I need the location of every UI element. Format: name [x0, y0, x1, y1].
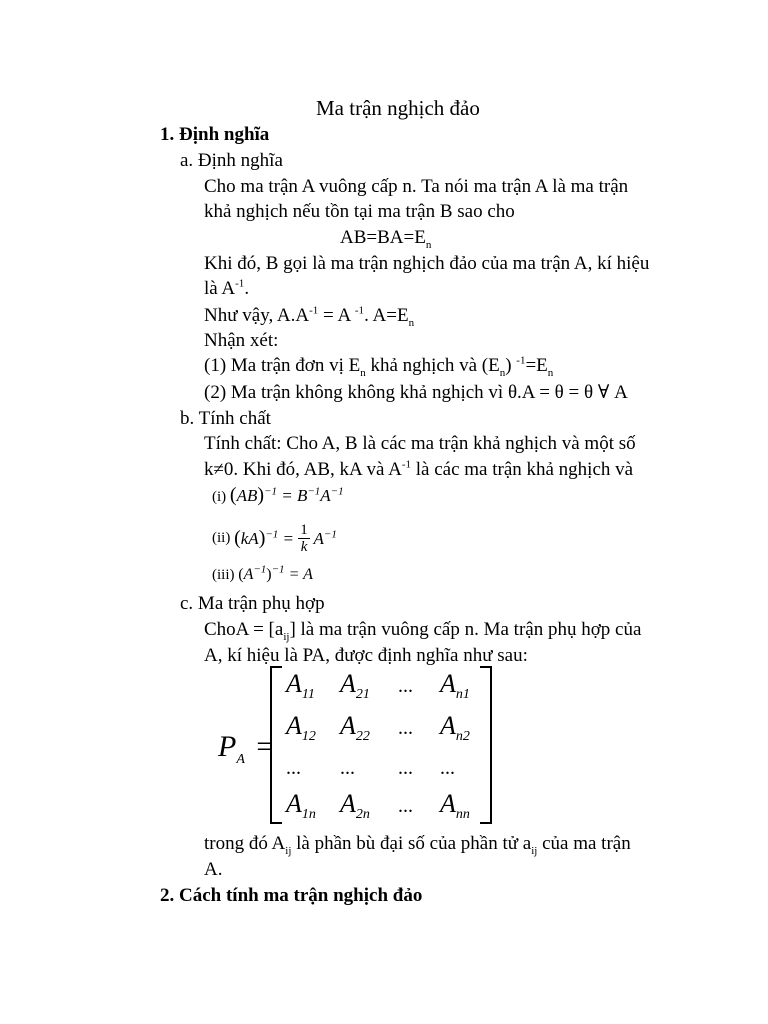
matrix-cell: ... — [440, 757, 455, 779]
equation-ab-ba-en: $AB=BA=E_n$ — [340, 227, 432, 251]
matrix-cell: $A_{nn}$ — [440, 789, 470, 823]
matrix-lhs: $P_A$ = — [218, 730, 274, 767]
subsection-c-heading: c. Ma trận phụ hợp — [180, 593, 325, 614]
paragraph-line: Như vậy, $A.A^{-1} = A$ $^{-1}$. $A=E_n$ — [204, 304, 415, 329]
remark-label: Nhận xét: — [204, 330, 279, 351]
section-2-heading: 2. Cách tính ma trận nghịch đảo — [160, 885, 423, 906]
matrix-cell: ... — [398, 675, 413, 697]
paragraph-line: ChoA = $[a_{ij}]$ là ma trận vuông cấp n. Ma trận phụ hợp của — [204, 619, 642, 643]
matrix-left-bracket — [270, 666, 282, 824]
matrix-cell: $A_{12}$ — [286, 711, 316, 745]
matrix-cell: $A_{2n}$ — [340, 789, 370, 823]
property-formula-iii: (iii) $(A^{-1})^{-1} = A$ — [212, 563, 313, 583]
matrix-cell: $A_{n2}$ — [440, 711, 470, 745]
paragraph-line: là $A^{-1}$. — [204, 277, 250, 299]
paragraph-line: A, kí hiệu là PA, được định nghĩa như sau: — [204, 645, 528, 666]
adjugate-matrix — [208, 666, 508, 826]
property-formula-i: (i) $(AB)^{-1} = B^{-1}A^{-1}$ — [212, 484, 344, 506]
matrix-cell: ... — [340, 757, 355, 779]
paragraph-line: A. — [204, 859, 223, 880]
page-title: Ma trận nghịch đảo — [316, 96, 480, 120]
matrix-cell: $A_{21}$ — [340, 669, 370, 703]
paragraph-line: khả nghịch nếu tồn tại ma trận B sao cho — [204, 201, 515, 222]
paragraph-line: Cho ma trận A vuông cấp n. Ta nói ma trận A là ma trận — [204, 176, 629, 197]
matrix-right-bracket — [480, 666, 492, 824]
matrix-cell: $A_{11}$ — [286, 669, 315, 703]
paragraph-line: k≠0. Khi đó, AB, kA và $A^{-1}$ là các ma trận khả nghịch và — [204, 458, 634, 480]
paragraph-line: trong đó $A_{ij}$ là phần bù đại số của phần tử $a_{ij}$ của ma trận — [204, 833, 631, 857]
paragraph-line: Khi đó, B gọi là ma trận nghịch đảo của ma trận A, kí hiệu — [204, 253, 650, 274]
matrix-cell: ... — [398, 717, 413, 739]
matrix-cell: ... — [286, 757, 301, 779]
remark-2: (2) Ma trận không không khả nghịch vì θ.A = θ = θ ∀ A — [204, 382, 628, 403]
property-formula-ii: (ii) (kA)$^{-1}$ = $\frac{1}{k}$ $A^{-1}$ — [212, 522, 337, 555]
matrix-cell: $A_{22}$ — [340, 711, 370, 745]
section-1-heading: 1. Định nghĩa — [160, 124, 270, 145]
matrix-cell: ... — [398, 757, 413, 779]
subsection-b-heading: b. Tính chất — [180, 408, 271, 429]
matrix-cell: $A_{n1}$ — [440, 669, 470, 703]
paragraph-line: Tính chất: Cho A, B là các ma trận khả nghịch và một số — [204, 433, 636, 454]
matrix-cell: ... — [398, 795, 413, 817]
matrix-cell: $A_{1n}$ — [286, 789, 316, 823]
remark-1: (1) Ma trận đơn vị $E_n$ khả nghịch và $(E_n)$ $^{-1}=E_n$ — [204, 354, 554, 379]
subsection-a-heading: a. Định nghĩa — [180, 150, 283, 171]
